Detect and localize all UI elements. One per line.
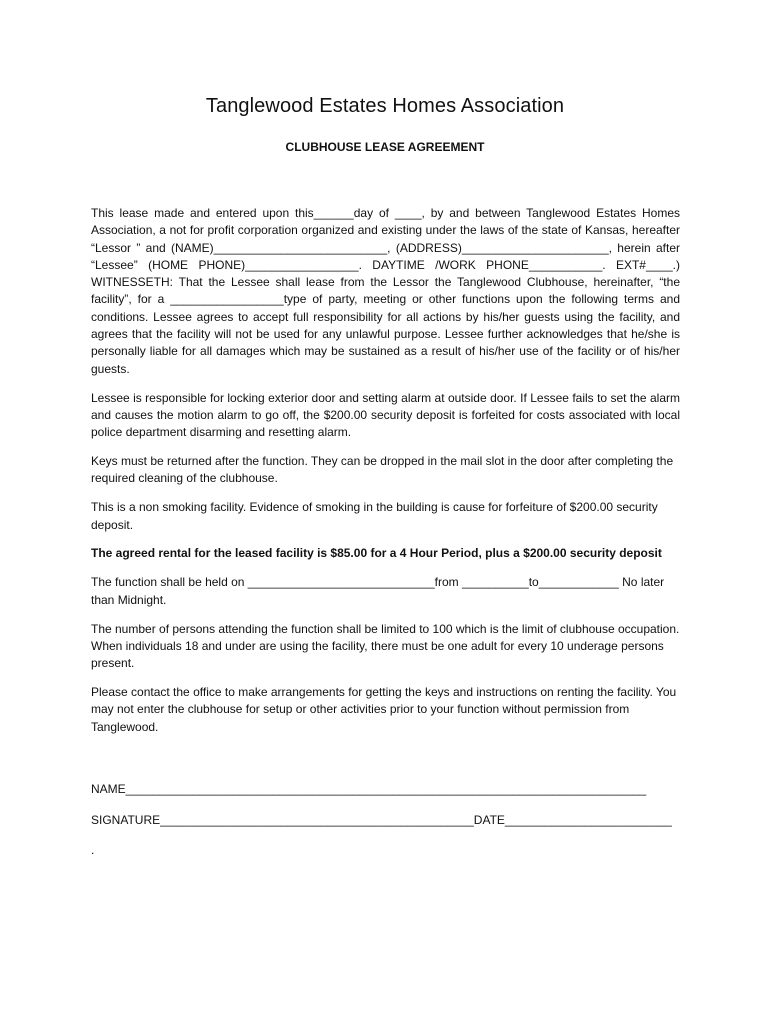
rental-notice: The agreed rental for the leased facility is $85.00 for a 4 Hour Period, plus a $200.00 security deposit [91,546,662,561]
name-line: NAME______________________________________________________________________________ [91,782,647,796]
signature-date-line: SIGNATURE_______________________________________________DATE_________________________ [91,813,672,827]
paragraph-smoking: This is a non smoking facility. Evidence of smoking in the building is cause for forfeiture of $200.00 security deposit. [91,500,658,532]
paragraph-contact: Please contact the office to make arrangements for getting the keys and instructions on renting the facility. You may not enter the clubhouse for setup or other activities prior to your function without permission from Tanglewood. [91,684,677,734]
paragraph-lease-terms: This lease made and entered upon this______day of ____, by and between Tanglewood Estates Homes Association, a not for profit corporation organized and existing under the laws of the state of Kansas, hereafter “Lessor ” and (NAME)__________________________, (ADDRESS)______________________, herein after “Lessee” (HOME PHONE)_________________. DAYTIME /WORK PHONE___________. EXT#____.) WITNESSETH: That the Lessee shall lease from the Lessor the Tanglewood Clubhouse, hereinafter, “the facility”, for a _________________type of party, meeting or other functions upon the following terms and conditions. Lessee agrees to accept full responsibility for all actions by his/her guests using the facility, and agrees that the facility will not be used for any unlawful purpose. Lessee further acknowledges that he/she is personally liable for all damages which may be sustained as a result of his/her use of the facility or of his/her guests. [91,206,680,376]
paragraph-occupancy: The number of persons attending the function shall be limited to 100 which is the limit of clubhouse occupation. When individuals 18 and under are using the facility, there must be one adult for every 10 underage persons present. [91,621,680,671]
paragraph-keys: Keys must be returned after the function. They can be dropped in the mail slot in the door after completing the required cleaning of the clubhouse. [91,454,674,486]
document-subtitle: CLUBHOUSE LEASE AGREEMENT [285,140,485,154]
document-body [91,205,680,747]
paragraph-alarm: Lessee is responsible for locking exterior door and setting alarm at outside door. If Lessee fails to set the alarm and causes the motion alarm to go off, the $200.00 security deposit is forfeited for costs associated with local police department disarming and resetting alarm. [91,390,680,440]
trailing-mark: . [91,843,95,857]
page-title: Tanglewood Estates Homes Association [205,95,565,117]
paragraph-function-date: The function shall be held on ____________________________from __________to____________ No later than Midnight. [91,575,665,607]
